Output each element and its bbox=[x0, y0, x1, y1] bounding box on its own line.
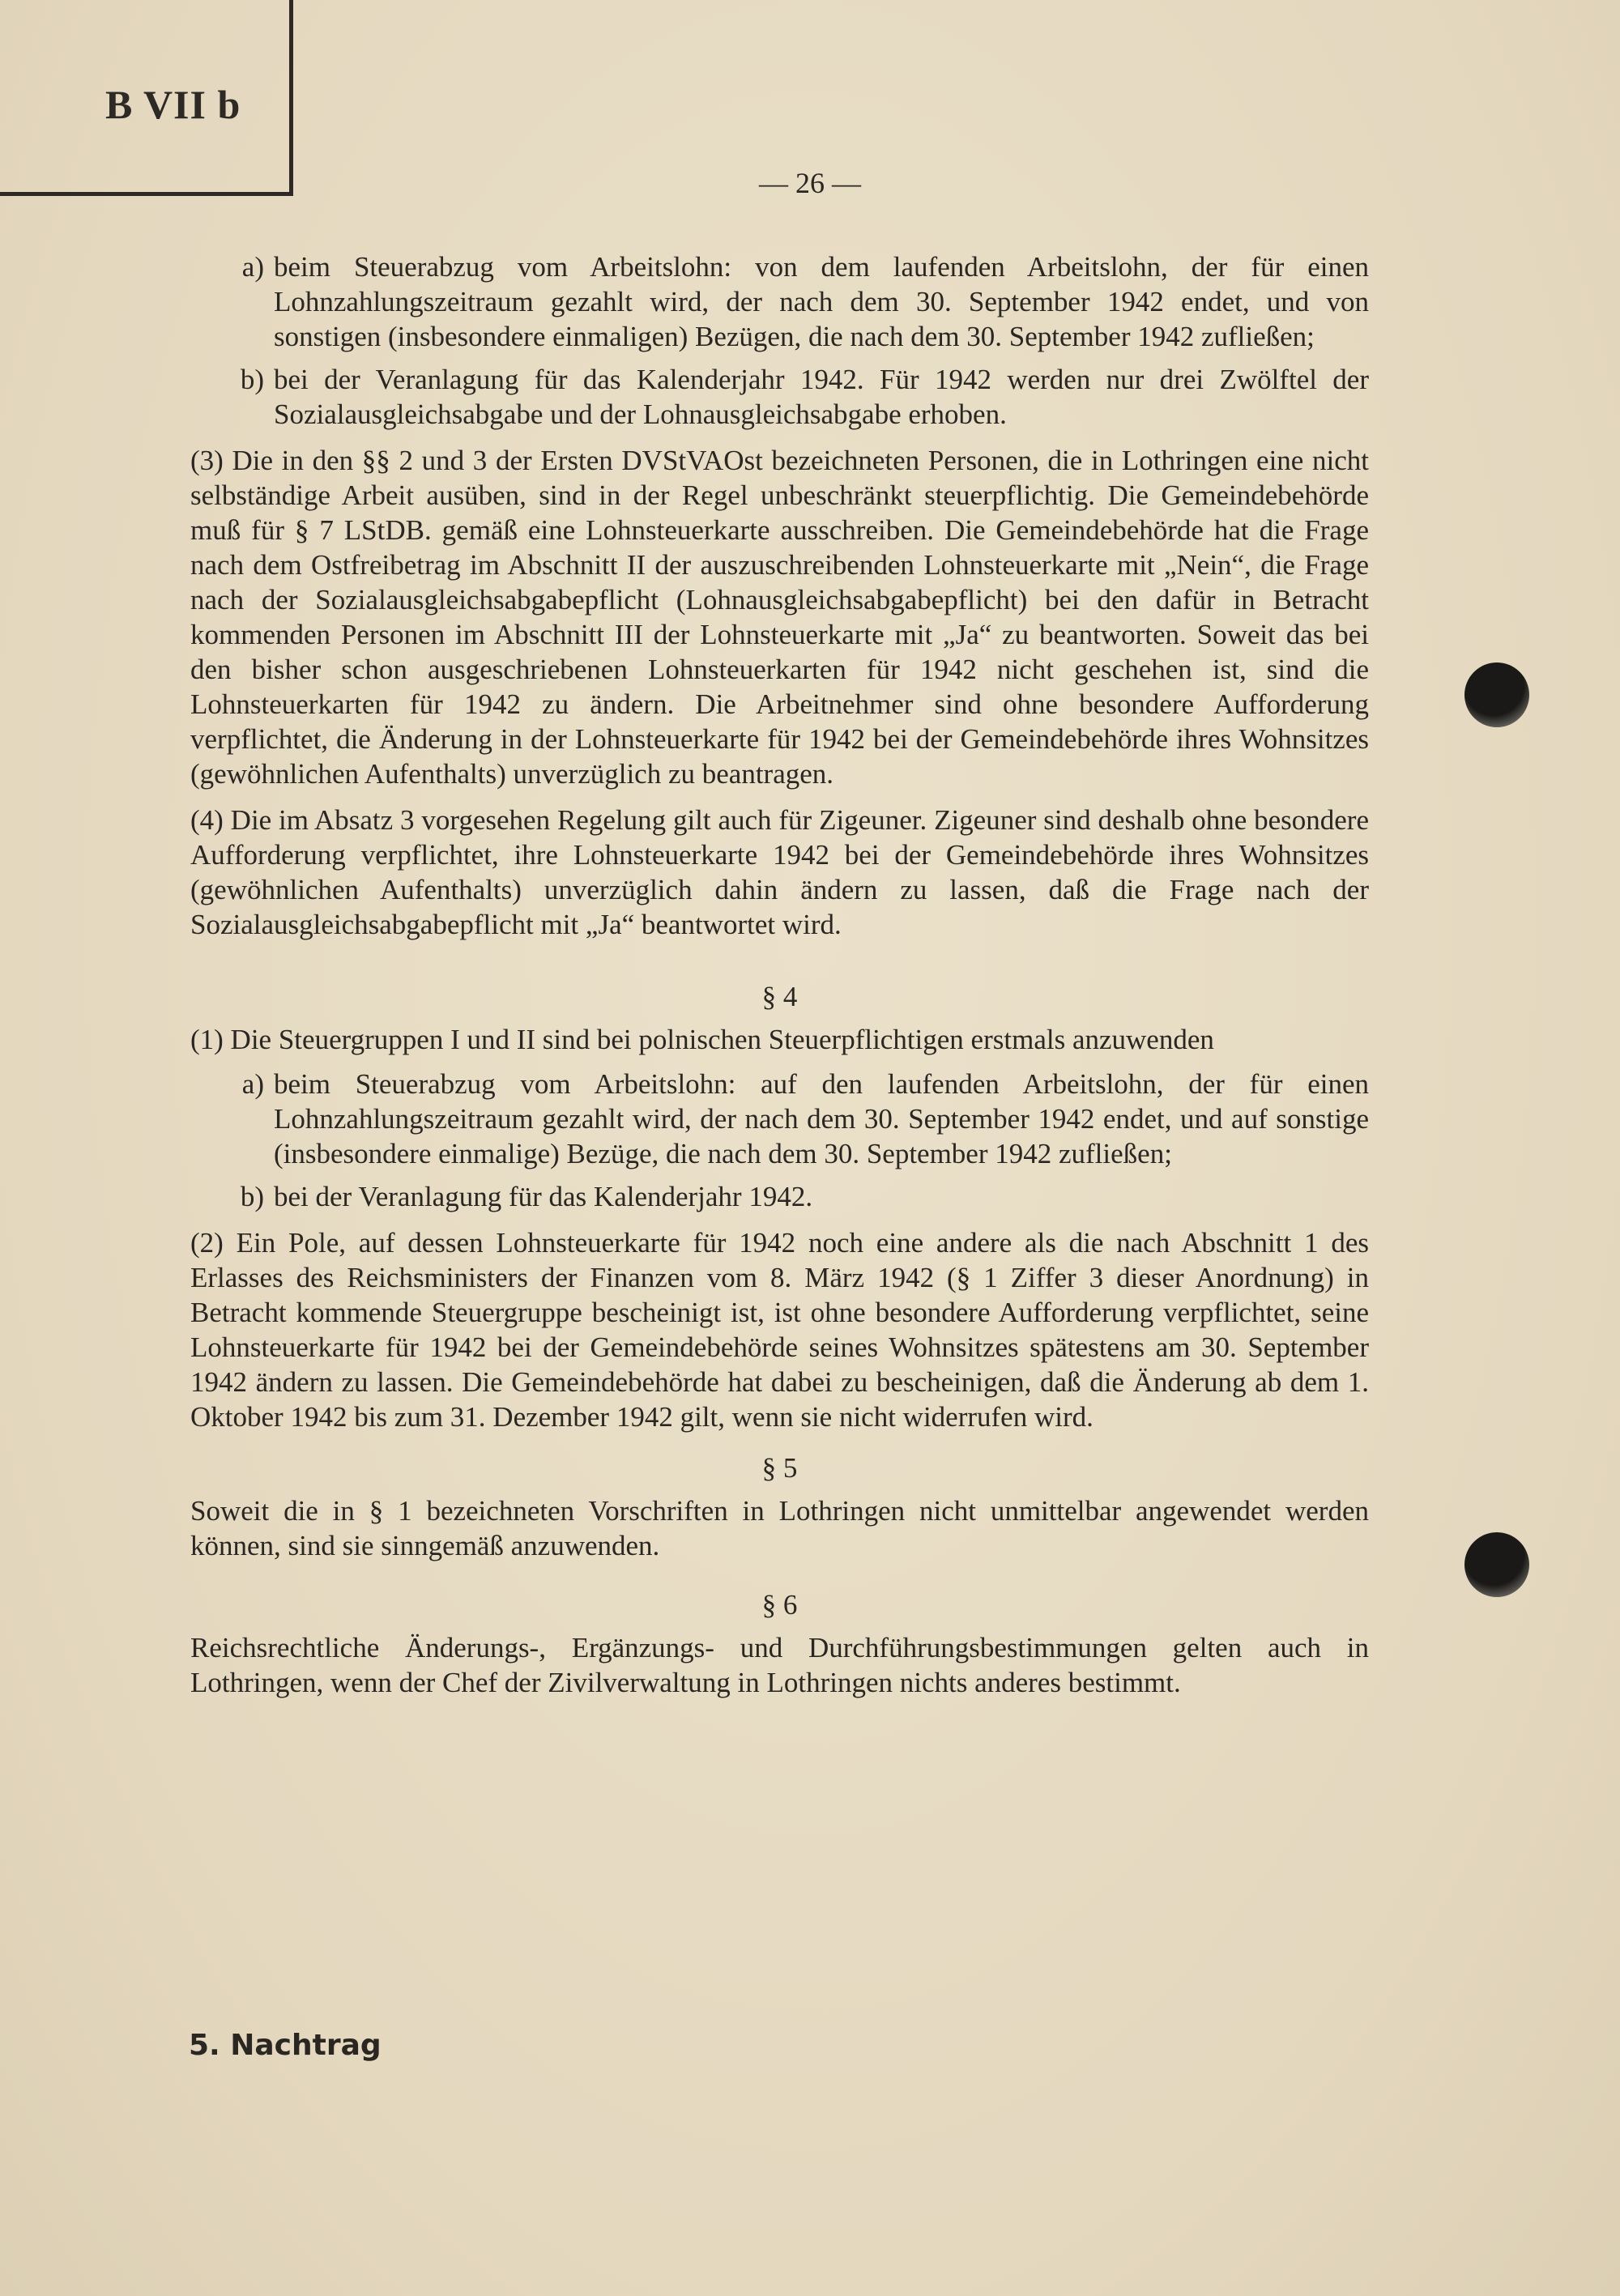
supplement-label: 5. Nachtrag bbox=[189, 2029, 382, 2062]
list-item-text: beim Steuerabzug vom Arbeitslohn: auf den laufenden Arbeitslohn, der für einen Lohnzahlungszeitraum gezahlt wird, der nach dem 30. September 1942 endet, und auf sonstige (insbesondere einmalige) Bezüge, die nach dem 30. September 1942 zufließen; bbox=[274, 1068, 1369, 1169]
list-marker: b) bbox=[240, 364, 264, 395]
page-number: — 26 — bbox=[759, 167, 861, 199]
list-item bbox=[190, 1067, 1369, 1171]
section-5-text: Soweit die in § 1 bezeichneten Vorschriften in Lothringen nicht unmittelbar angewendet werden können, sind sie sinngemäß anzuwenden. bbox=[190, 1495, 1369, 1561]
section-heading-6: § 6 bbox=[761, 1589, 798, 1621]
punch-hole-icon bbox=[1464, 662, 1529, 727]
register-label: B VII b bbox=[105, 82, 241, 127]
list-item bbox=[190, 1179, 1369, 1214]
list-item-text: bei der Veranlagung für das Kalenderjahr 1942. Für 1942 werden nur drei Zwölftel der Sozialausgleichsabgabe und der Lohnausgleichsabgabe erhoben. bbox=[274, 364, 1369, 430]
list-item bbox=[190, 249, 1369, 354]
list-item-text: beim Steuerabzug vom Arbeitslohn: von dem laufenden Arbeitslohn, der für einen Lohnzahlungszeitraum gezahlt wird, der nach dem 30. September 1942 endet, und von sonstigen (insbesondere einmaligen) Bezügen, die nach dem 30. September 1942 zufließen; bbox=[274, 251, 1369, 352]
section-4-paragraph-1: (1) Die Steuergruppen I und II sind bei polnischen Steuerpflichtigen erstmals anzuwenden bbox=[190, 1024, 1214, 1055]
section-heading-4: § 4 bbox=[761, 981, 798, 1012]
section-4-paragraph-2: (2) Ein Pole, auf dessen Lohnsteuerkarte für 1942 noch eine andere als die nach Abschnitt 1 des Erlasses des Reichsministers der Finanzen vom 8. März 1942 (§ 1 Ziffer 3 dieser Anordnung) in Betracht kommende Steuergruppe bescheinigt ist, ist ohne besondere Aufforderung verpflichtet, seine Lohnsteuerkarte für 1942 bei der Gemeindebehörde seines Wohnsitzes spätestens am 30. September 1942 ändern zu lassen. Die Gemeindebehörde hat dabei zu bescheinigen, daß die Änderung ab dem 1. Oktober 1942 bis zum 31. Dezember 1942 gilt, wenn sie nicht widerrufen wird. bbox=[190, 1227, 1369, 1433]
paragraph-3: (3) Die in den §§ 2 und 3 der Ersten DVStVAOst bezeichneten Personen, die in Lothringen eine nicht selbständige Arbeit ausüben, sind in der Regel unbeschränkt steuerpflichtig. Die Gemeindebehörde muß für § 7 LStDB. gemäß eine Lohnsteuerkarte ausschreiben. Die Gemeindebehörde hat die Frage nach dem Ostfreibetrag im Abschnitt II der auszuschreibenden Lohnsteuerkarte mit „Nein“, die Frage nach der Sozialausgleichsabgabepflicht (Lohnausgleichsabgabepflicht) bei den dafür in Betracht kommenden Personen im Abschnitt III der Lohnsteuerkarte mit „Ja“ zu beantworten. Soweit das bei den bisher schon ausgeschriebenen Lohnsteuerkarten für 1942 nicht geschehen ist, sind die Lohnsteuerkarten für 1942 zu ändern. Die Arbeitnehmer sind ohne besondere Aufforderung verpflichtet, die Änderung in der Lohnsteuerkarte für 1942 bei der Gemeindebehörde ihres Wohnsitzes (gewöhnlichen Aufenthalts) unverzüglich zu beantragen. bbox=[190, 445, 1369, 790]
list-item-text: bei der Veranlagung für das Kalenderjahr 1942. bbox=[274, 1181, 813, 1212]
list-item bbox=[190, 362, 1369, 432]
list-marker: b) bbox=[240, 1181, 264, 1212]
section-6-text: Reichsrechtliche Änderungs-, Ergänzungs- und Durchführungsbestimmungen gelten auch in Lothringen, wenn der Chef der Zivilverwaltung in Lothringen nichts anderes bestimmt. bbox=[190, 1632, 1369, 1698]
list-marker: a) bbox=[241, 251, 264, 283]
document-body bbox=[190, 249, 1369, 1710]
paragraph-4: (4) Die im Absatz 3 vorgesehen Regelung gilt auch für Zigeuner. Zigeuner sind deshalb ohne besondere Aufforderung verpflichtet, ihre Lohnsteuerkarte 1942 bei der Gemeindebehörde ihres Wohnsitzes (gewöhnlichen Aufenthalts) unverzüglich dahin ändern zu lassen, daß die Frage nach der Sozialausgleichsabgabepflicht mit „Ja“ beantwortet wird. bbox=[190, 804, 1369, 940]
section-heading-5: § 5 bbox=[761, 1452, 798, 1484]
punch-hole-icon bbox=[1464, 1532, 1529, 1597]
list-marker: a) bbox=[241, 1068, 264, 1100]
